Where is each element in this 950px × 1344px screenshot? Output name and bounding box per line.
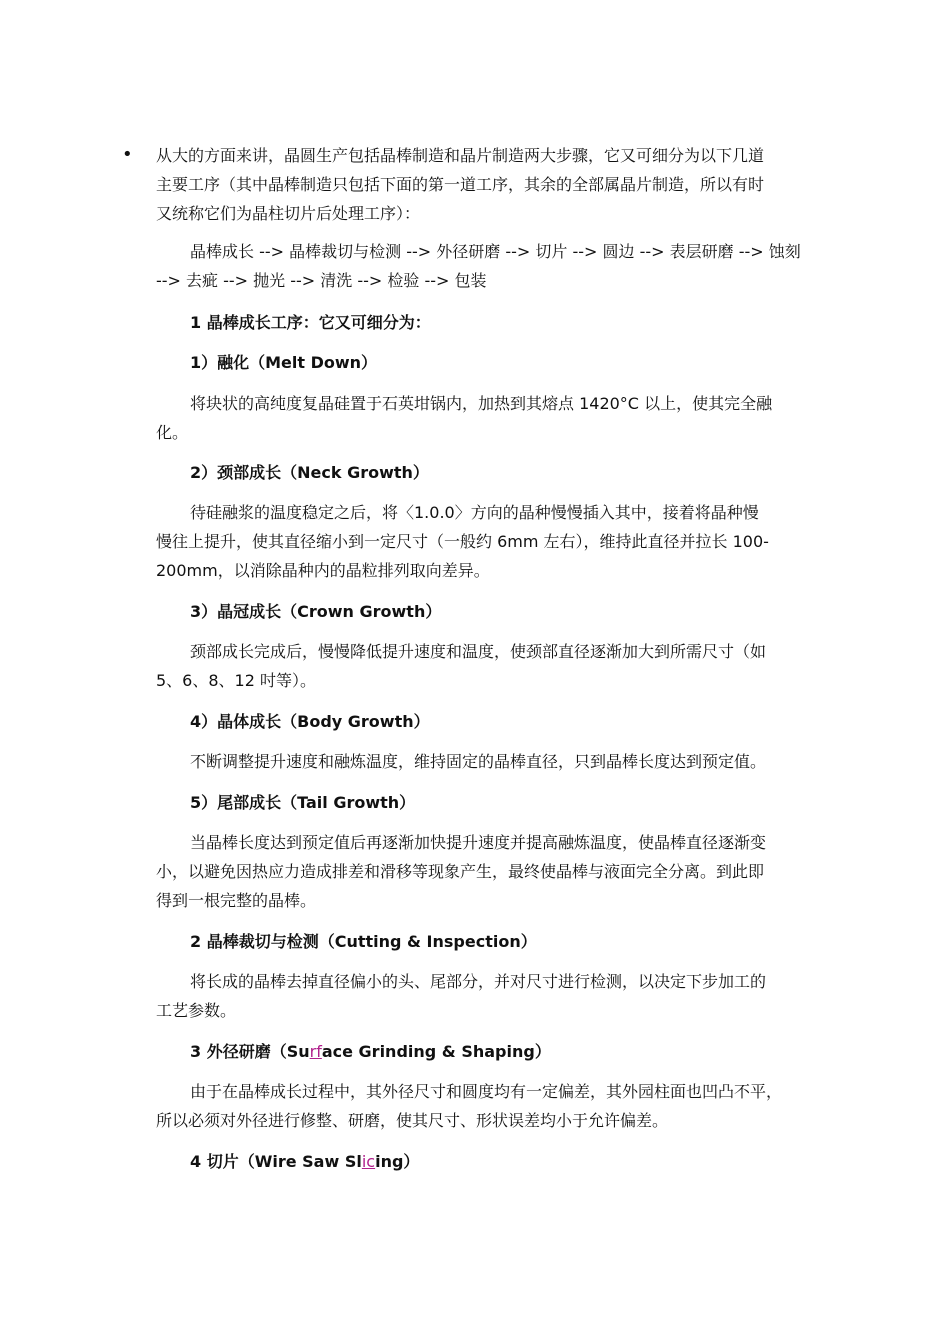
paragraph-line: 慢往上提升，使其直径缩小到一定尺寸（一般约 6mm 左右），维持此直径并拉长 100- [156,532,769,551]
heading-text: ace Grinding & Shaping） [321,1042,551,1061]
paragraph-line: 5、6、8、12 吋等）。 [156,671,316,690]
paragraph-melt-down [156,389,806,447]
heading-text: 3 外径研磨（Su [190,1042,310,1061]
subsection-heading-crown-growth: 3）晶冠成长（Crown Growth） [190,602,442,621]
spellcheck-mark: rf [309,1042,322,1061]
subsection-heading-melt-down: 1）融化（Melt Down） [190,353,378,372]
paragraph-surface-grinding [156,1077,806,1135]
section-heading-cutting-inspection: 2 晶棒裁切与检测（Cutting & Inspection） [190,932,537,951]
intro-line: 从大的方面来讲，晶圆生产包括晶棒制造和晶片制造两大步骤，它又可细分为以下几道 [156,146,765,165]
paragraph-line: 待硅融浆的温度稳定之后，将〈1.0.0〉方向的晶种慢慢插入其中，接着将晶种慢 [190,503,759,522]
subsection-heading-neck-growth: 2）颈部成长（Neck Growth） [190,463,429,482]
section-heading-surface-grinding [190,1041,551,1063]
paragraph-line: 颈部成长完成后，慢慢降低提升速度和温度，使颈部直径逐渐加大到所需尺寸（如 [190,642,767,661]
heading-text: 4 切片（Wire Saw Sl [190,1152,362,1171]
paragraph-tail-growth [156,828,806,915]
paragraph-line: 200mm，以消除晶种内的晶粒排列取向差异。 [156,561,490,580]
paragraph-crown-growth [156,637,806,695]
subsection-heading-tail-growth: 5）尾部成长（Tail Growth） [190,793,416,812]
paragraph-line: 得到一根完整的晶棒。 [156,891,317,910]
paragraph-neck-growth [156,498,806,585]
heading-text: ing） [375,1152,420,1171]
paragraph-line: 所以必须对外径进行修整、研磨，使其尺寸、形状误差均小于允许偏差。 [156,1111,669,1130]
flow-line: 晶棒成长 --> 晶棒裁切与检测 --> 外径研磨 --> 切片 --> 圆边 --> 表层研磨 --> 蚀刻 [190,242,801,261]
paragraph-line: 化。 [156,423,189,442]
intro-line: 主要工序（其中晶棒制造只包括下面的第一道工序，其余的全部属晶片制造，所以有时 [156,175,765,194]
paragraph-line: 由于在晶棒成长过程中，其外径尺寸和圆度均有一定偏差，其外园柱面也凹凸不平， [190,1082,783,1101]
spellcheck-mark: ic [361,1152,376,1171]
subsection-heading-body-growth: 4）晶体成长（Body Growth） [190,712,430,731]
paragraph-line: 小，以避免因热应力造成排差和滑移等现象产生，最终使晶棒与液面完全分离。到此即 [156,862,765,881]
bullet-icon: • [122,144,133,165]
section-heading-1: 1 晶棒成长工序：它又可细分为： [190,313,431,332]
paragraph-cutting-inspection [156,967,806,1025]
paragraph-line: 不断调整提升速度和融炼温度，维持固定的晶棒直径，只到晶棒长度达到预定值。 [190,752,767,771]
paragraph-line: 工艺参数。 [156,1001,237,1020]
paragraph-line: 将块状的高纯度复晶硅置于石英坩锅内，加热到其熔点 1420°C 以上，使其完全融 [190,394,773,413]
intro-line: 又统称它们为晶柱切片后处理工序）： [156,204,421,223]
flow-line: --> 去疵 --> 抛光 --> 清洗 --> 检验 --> 包装 [156,271,487,290]
intro-paragraph [156,141,806,228]
paragraph-body-growth [156,747,806,776]
section-heading-wire-saw-slicing [190,1151,419,1173]
paragraph-line: 当晶棒长度达到预定值后再逐渐加快提升速度并提高融炼温度，使晶棒直径逐渐变 [190,833,767,852]
process-flow [156,237,806,295]
paragraph-line: 将长成的晶棒去掉直径偏小的头、尾部分，并对尺寸进行检测，以决定下步加工的 [190,972,767,991]
